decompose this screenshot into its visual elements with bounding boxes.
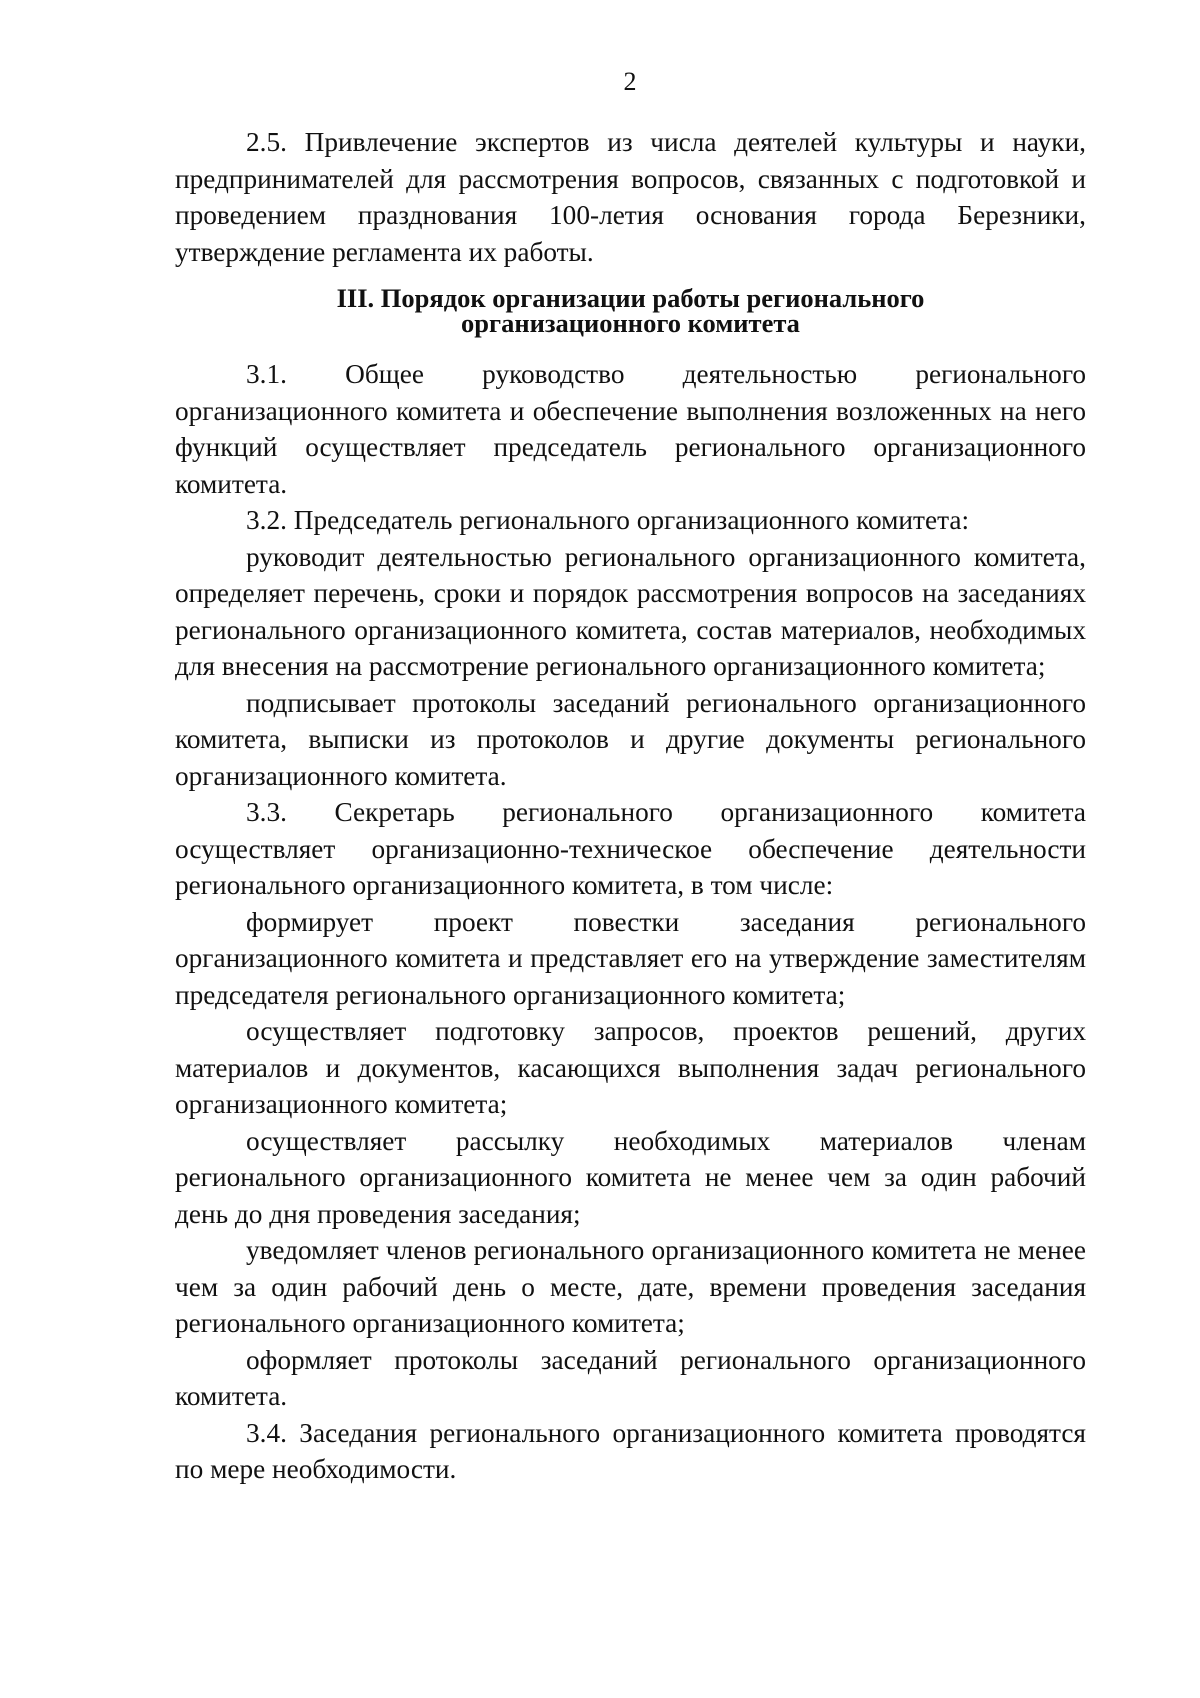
section-heading-line-1: III. Порядок организации работы регионального — [336, 283, 925, 313]
paragraph-3-3-e: оформляет протоколы заседаний регионального организационного комитета. — [175, 1344, 1086, 1411]
section-heading — [175, 283, 1086, 338]
paragraph-3-3-c: осуществляет рассылку необходимых материалов членам регионального организационного комитета не менее чем за один рабочий день до дня проведения заседания; — [175, 1125, 1086, 1229]
section-heading-line-2: организационного комитета — [461, 308, 800, 338]
paragraph-3-4: 3.4. Заседания регионального организационного комитета проводятся по мере необходимости. — [175, 1417, 1086, 1484]
paragraph-3-2-a: руководит деятельностью регионального организационного комитета, определяет перечень, сроки и порядок рассмотрения вопросов на заседаниях регионального организационного комитета, состав материалов, необходимых для внесения на рассмотрение регионального организационного комитета; — [175, 541, 1086, 681]
paragraph-2-5: 2.5. Привлечение экспертов из числа деятелей культуры и науки, предпринимателей для рассмотрения вопросов, связанных с подготовкой и проведением празднования 100-летия основания города Березники, утверждение регламента их работы. — [175, 127, 1086, 267]
paragraph-3-3: 3.3. Секретарь регионального организационного комитета осуществляет организационно-техническое обеспечение деятельности регионального организационного комитета, в том числе: — [175, 797, 1086, 900]
paragraph-3-3-a: формирует проект повестки заседания регионального организационного комитета и представляет его на утверждение заместителям председателя регионального организационного комитета; — [175, 906, 1086, 1010]
document-body — [175, 124, 1086, 1488]
paragraph-3-1: 3.1. Общее руководство деятельностью регионального организационного комитета и обеспечение выполнения возложенных на него функций осуществляет председатель регионального организационного комитета. — [175, 359, 1086, 499]
page-number: 2 — [623, 67, 637, 96]
paragraph-3-2: 3.2. Председатель регионального организационного комитета: — [246, 505, 970, 535]
paragraph-3-2-b: подписывает протоколы заседаний регионального организационного комитета, выписки из протоколов и другие документы регионального организационного комитета. — [175, 687, 1086, 791]
paragraph-3-3-d: уведомляет членов регионального организационного комитета не менее чем за один рабочий день о месте, дате, времени проведения заседания регионального организационного комитета; — [175, 1235, 1086, 1338]
paragraph-3-3-b: осуществляет подготовку запросов, проектов решений, других материалов и документов, касающихся выполнения задач регионального организационного комитета; — [175, 1016, 1086, 1119]
